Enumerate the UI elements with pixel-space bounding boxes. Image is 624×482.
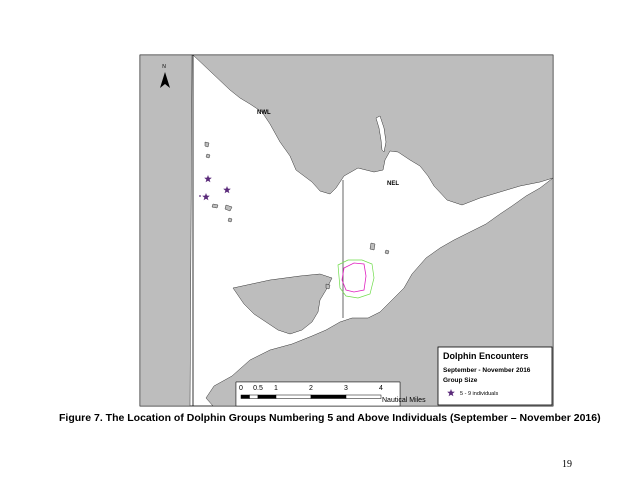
marker-dot [199,195,201,197]
scale-tick-1: 1 [274,385,278,392]
legend-item-label: 5 - 9 individuals [460,391,499,397]
north-label: N [162,64,166,70]
scale-tick-4: 4 [379,385,383,392]
land-island-6 [370,243,375,250]
legend [438,347,552,405]
scale-bar-segments [241,395,381,399]
page-number: 19 [562,459,572,470]
land-island-7 [385,250,389,254]
figure-caption: Figure 7. The Location of Dolphin Groups Numbering 5 and Above Individuals (September – November 2016) [59,412,601,424]
land-island-2 [206,154,210,158]
scale-tick-3: 3 [344,385,348,392]
region-label-nwl: NWL [257,110,271,116]
land-island-5 [228,218,232,222]
legend-title: Dolphin Encounters [443,351,529,361]
legend-group-label: Group Size [443,377,478,384]
scale-tick-0: 0 [239,385,243,392]
scale-bar [236,382,426,406]
land-island-1 [205,142,209,147]
land-west-strip [140,55,192,406]
scale-tick-0-5: 0.5 [253,385,263,392]
land-island-3 [212,204,218,208]
legend-period: September - November 2016 [443,367,531,374]
land-island-8 [326,284,330,289]
scale-tick-2: 2 [309,385,313,392]
region-label-nel: NEL [387,181,399,187]
scale-unit: Nautical Miles [382,397,426,404]
